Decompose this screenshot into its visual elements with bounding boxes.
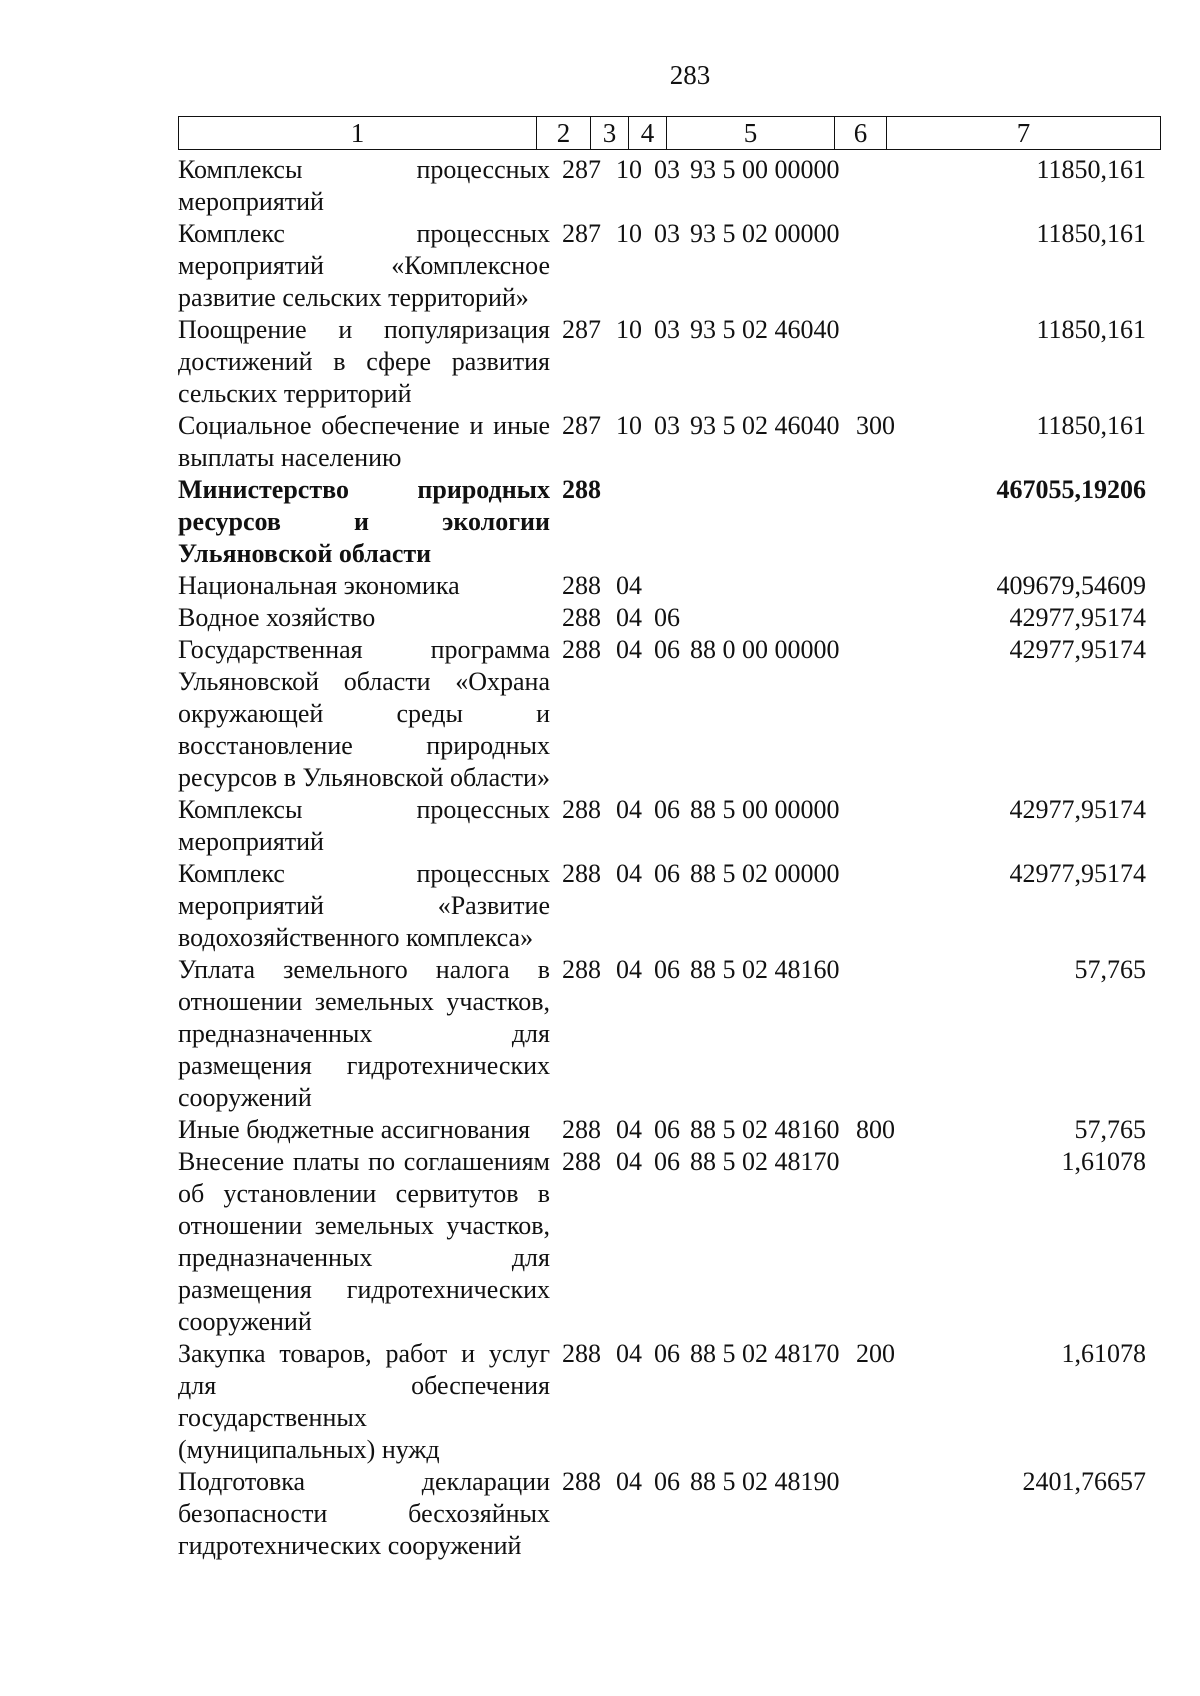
table-row <box>178 570 1160 602</box>
row-code-subsection: 06 <box>654 635 680 664</box>
row-code-expense-type <box>856 570 908 602</box>
table-row <box>178 218 1160 314</box>
row-code-target-article: 88 5 02 48160 <box>690 955 840 984</box>
row-code-expense-type: 200 <box>856 1339 895 1368</box>
row-code-section: 04 <box>616 859 642 888</box>
row-code-expense-type: 300 <box>856 411 895 440</box>
row-name: Иные бюджетные ассигнования <box>178 1115 531 1144</box>
row-code-expense-type <box>856 954 908 1114</box>
row-name: Комплекс процессных мероприятий «Развитие водохозяйственного комплекса» <box>178 859 550 952</box>
row-name: Национальная экономика <box>178 571 460 600</box>
row-code-section: 04 <box>616 603 642 632</box>
row-code-subsection: 06 <box>654 1147 680 1176</box>
row-amount: 11850,161 <box>1036 411 1146 440</box>
row-code-ministry: 288 <box>562 795 601 824</box>
row-code-ministry: 288 <box>562 859 601 888</box>
row-code-subsection: 06 <box>654 1339 680 1368</box>
row-code-target-article: 88 0 00 00000 <box>690 635 840 664</box>
row-code-target-article: 93 5 02 00000 <box>690 219 840 248</box>
row-code-expense-type <box>856 602 908 634</box>
row-code-ministry: 288 <box>562 603 601 632</box>
table-row <box>178 602 1160 634</box>
row-code-section: 04 <box>616 1467 642 1496</box>
row-code-expense-type <box>856 474 908 570</box>
row-amount: 2401,76657 <box>1022 1467 1146 1496</box>
row-code-expense-type <box>856 154 908 218</box>
row-name: Комплексы процессных мероприятий <box>178 795 550 856</box>
row-code-ministry: 287 <box>562 155 601 184</box>
row-code-expense-type <box>856 218 908 314</box>
row-code-subsection <box>650 474 688 570</box>
header-col-2: 2 <box>537 117 591 150</box>
row-code-subsection: 03 <box>654 315 680 344</box>
row-amount: 57,765 <box>1074 955 1146 984</box>
row-amount: 42977,95174 <box>1009 635 1146 664</box>
row-code-target-article: 88 5 00 00000 <box>690 795 840 824</box>
table-row <box>178 1338 1160 1466</box>
table-row <box>178 634 1160 794</box>
table-row <box>178 954 1160 1114</box>
row-name: Социальное обеспечение и иные выплаты населению <box>178 411 550 472</box>
row-code-expense-type <box>856 1146 908 1338</box>
column-number-header <box>178 116 1161 150</box>
row-amount: 11850,161 <box>1036 219 1146 248</box>
row-name: Комплексы процессных мероприятий <box>178 155 550 216</box>
row-name: Министерство природных ресурсов и экологии Ульяновской области <box>178 475 550 568</box>
row-code-subsection <box>650 570 688 602</box>
row-code-section: 10 <box>616 219 642 248</box>
row-code-ministry: 288 <box>562 955 601 984</box>
row-amount: 1,61078 <box>1061 1339 1146 1368</box>
table-row <box>178 410 1160 474</box>
row-code-ministry: 288 <box>562 1115 601 1144</box>
header-col-4: 4 <box>629 117 667 150</box>
row-code-target-article: 88 5 02 48160 <box>690 1115 840 1144</box>
row-amount: 11850,161 <box>1036 315 1146 344</box>
row-name: Закупка товаров, работ и услуг для обеспечения государственных (муниципальных) нужд <box>178 1339 550 1464</box>
row-code-subsection: 06 <box>654 955 680 984</box>
row-amount: 467055,19206 <box>996 475 1146 504</box>
row-amount: 42977,95174 <box>1009 603 1146 632</box>
row-code-subsection: 06 <box>654 859 680 888</box>
row-code-target-article <box>688 570 856 602</box>
row-code-ministry: 288 <box>562 1339 601 1368</box>
table-row <box>178 1466 1160 1562</box>
row-code-target-article: 88 5 02 00000 <box>690 859 840 888</box>
table-row <box>178 314 1160 410</box>
row-name: Поощрение и популяризация достижений в сфере развития сельских территорий <box>178 315 550 408</box>
row-code-expense-type <box>856 314 908 410</box>
table-row <box>178 858 1160 954</box>
budget-table <box>178 154 1160 1562</box>
row-code-subsection: 03 <box>654 219 680 248</box>
row-code-target-article: 88 5 02 48170 <box>690 1339 840 1368</box>
row-code-section: 04 <box>616 955 642 984</box>
row-amount: 1,61078 <box>1061 1147 1146 1176</box>
row-code-expense-type <box>856 634 908 794</box>
row-code-section: 04 <box>616 635 642 664</box>
row-code-subsection: 03 <box>654 411 680 440</box>
row-code-target-article: 88 5 02 48190 <box>690 1467 840 1496</box>
row-code-target-article: 93 5 00 00000 <box>690 155 840 184</box>
row-code-section: 10 <box>616 411 642 440</box>
table-row <box>178 474 1160 570</box>
row-name: Внесение платы по соглашениям об установлении сервитутов в отношении земельных участков, предназначенных для размещения гидротехнических сооружений <box>178 1147 550 1336</box>
header-col-3: 3 <box>591 117 629 150</box>
row-code-subsection: 06 <box>654 795 680 824</box>
row-code-section: 04 <box>616 1115 642 1144</box>
table-row <box>178 154 1160 218</box>
row-code-expense-type: 800 <box>856 1115 895 1144</box>
row-code-subsection: 06 <box>654 603 680 632</box>
row-code-target-article <box>688 474 856 570</box>
row-code-ministry: 288 <box>562 1147 601 1176</box>
row-code-ministry: 288 <box>562 475 601 504</box>
row-name: Подготовка декларации безопасности бесхозяйных гидротехнических сооружений <box>178 1467 550 1560</box>
row-code-ministry: 288 <box>562 571 601 600</box>
row-code-target-article: 88 5 02 48170 <box>690 1147 840 1176</box>
row-code-target-article: 93 5 02 46040 <box>690 315 840 344</box>
table-row <box>178 1146 1160 1338</box>
row-amount: 42977,95174 <box>1009 795 1146 824</box>
row-name: Государственная программа Ульяновской области «Охрана окружающей среды и восстановление природных ресурсов в Ульяновской области» <box>178 635 550 792</box>
row-code-section: 10 <box>616 315 642 344</box>
row-code-section: 10 <box>616 155 642 184</box>
row-code-expense-type <box>856 858 908 954</box>
row-code-section: 04 <box>616 795 642 824</box>
page-number: 283 <box>669 60 711 90</box>
row-code-section: 04 <box>616 571 642 600</box>
row-code-ministry: 288 <box>562 1467 601 1496</box>
row-code-ministry: 287 <box>562 315 601 344</box>
row-amount: 42977,95174 <box>1009 859 1146 888</box>
row-amount: 57,765 <box>1074 1115 1146 1144</box>
row-code-ministry: 287 <box>562 411 601 440</box>
row-code-target-article: 93 5 02 46040 <box>690 411 840 440</box>
row-amount: 11850,161 <box>1036 155 1146 184</box>
row-code-target-article <box>688 602 856 634</box>
row-code-ministry: 287 <box>562 219 601 248</box>
row-code-section: 04 <box>616 1339 642 1368</box>
row-code-section: 04 <box>616 1147 642 1176</box>
row-name: Комплекс процессных мероприятий «Комплексное развитие сельских территорий» <box>178 219 550 312</box>
row-code-ministry: 288 <box>562 635 601 664</box>
table-row <box>178 1114 1160 1146</box>
row-code-section <box>612 474 650 570</box>
header-col-1: 1 <box>179 117 537 150</box>
row-amount: 409679,54609 <box>996 571 1146 600</box>
row-code-subsection: 03 <box>654 155 680 184</box>
row-name: Водное хозяйство <box>178 603 376 632</box>
row-name: Уплата земельного налога в отношении земельных участков, предназначенных для размещения гидротехнических сооружений <box>178 955 550 1112</box>
table-row <box>178 794 1160 858</box>
header-col-6: 6 <box>835 117 887 150</box>
header-col-5: 5 <box>667 117 835 150</box>
row-code-subsection: 06 <box>654 1115 680 1144</box>
row-code-expense-type <box>856 794 908 858</box>
header-col-7: 7 <box>887 117 1161 150</box>
row-code-subsection: 06 <box>654 1467 680 1496</box>
row-code-expense-type <box>856 1466 908 1562</box>
